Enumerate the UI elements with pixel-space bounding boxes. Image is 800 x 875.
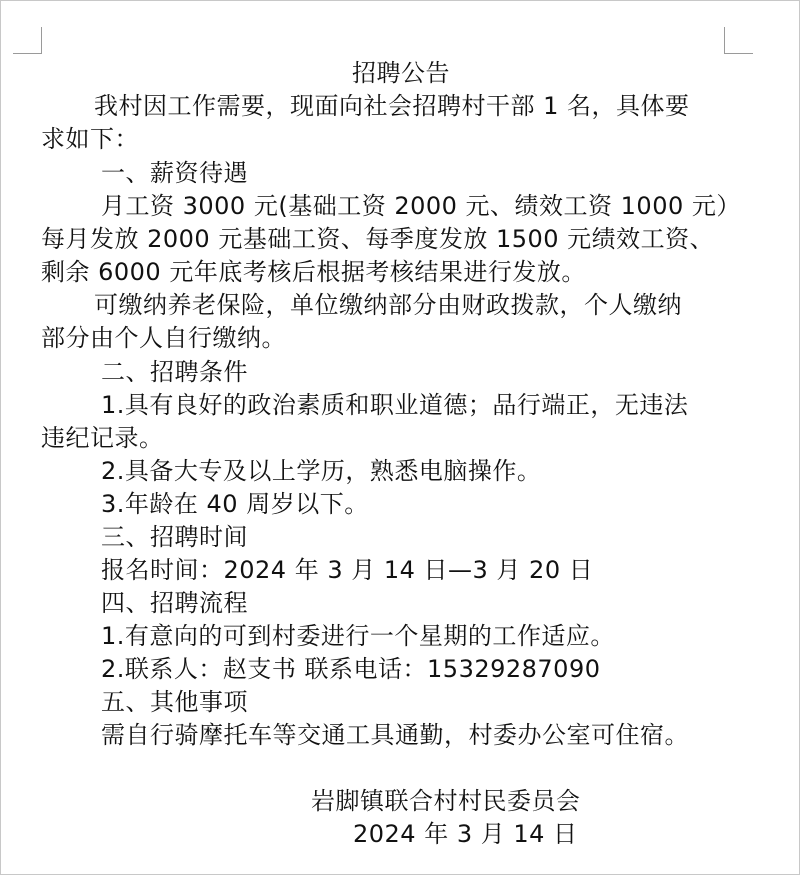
condition-3: 3.年龄在 40 周岁以下。 [101, 490, 369, 518]
other-matters: 需自行骑摩托车等交通工具通勤，村委办公室可住宿。 [101, 721, 689, 749]
process-step-2: 2.联系人：赵支书 联系电话：15329287090 [101, 655, 601, 683]
document-date: 2024 年 3 月 14 日 [353, 820, 578, 848]
section-heading-salary: 一、薪资待遇 [101, 159, 248, 187]
section-heading-time: 三、招聘时间 [101, 523, 248, 551]
salary-line-3: 剩余 6000 元年底考核后根据考核结果进行发放。 [41, 258, 586, 286]
crop-mark-top-left [13, 27, 42, 54]
condition-2: 2.具备大专及以上学历，熟悉电脑操作。 [101, 457, 542, 485]
condition-1-line-2: 违纪记录。 [41, 424, 164, 452]
section-heading-process: 四、招聘流程 [101, 589, 248, 617]
process-step-1: 1.有意向的可到村委进行一个星期的工作适应。 [101, 622, 615, 650]
intro-line-2: 求如下： [41, 125, 139, 153]
document-title: 招聘公告 [352, 59, 450, 87]
intro-line-1: 我村因工作需要，现面向社会招聘村干部 1 名，具体要 [94, 92, 690, 120]
salary-line-2: 每月发放 2000 元基础工资、每季度发放 1500 元绩效工资、 [41, 225, 715, 253]
signup-time: 报名时间：2024 年 3 月 14 日—3 月 20 日 [101, 556, 594, 584]
signature: 岩脚镇联合村村民委员会 [311, 787, 581, 815]
salary-line-1: 月工资 3000 元(基础工资 2000 元、绩效工资 1000 元） [101, 192, 741, 220]
crop-mark-top-right [724, 27, 753, 54]
insurance-line-2: 部分由个人自行缴纳。 [41, 324, 286, 352]
condition-1-line-1: 1.具有良好的政治素质和职业道德；品行端正，无违法 [101, 391, 689, 419]
section-heading-other: 五、其他事项 [101, 688, 248, 716]
section-heading-conditions: 二、招聘条件 [101, 358, 248, 386]
insurance-line-1: 可缴纳养老保险，单位缴纳部分由财政拨款，个人缴纳 [94, 291, 682, 319]
